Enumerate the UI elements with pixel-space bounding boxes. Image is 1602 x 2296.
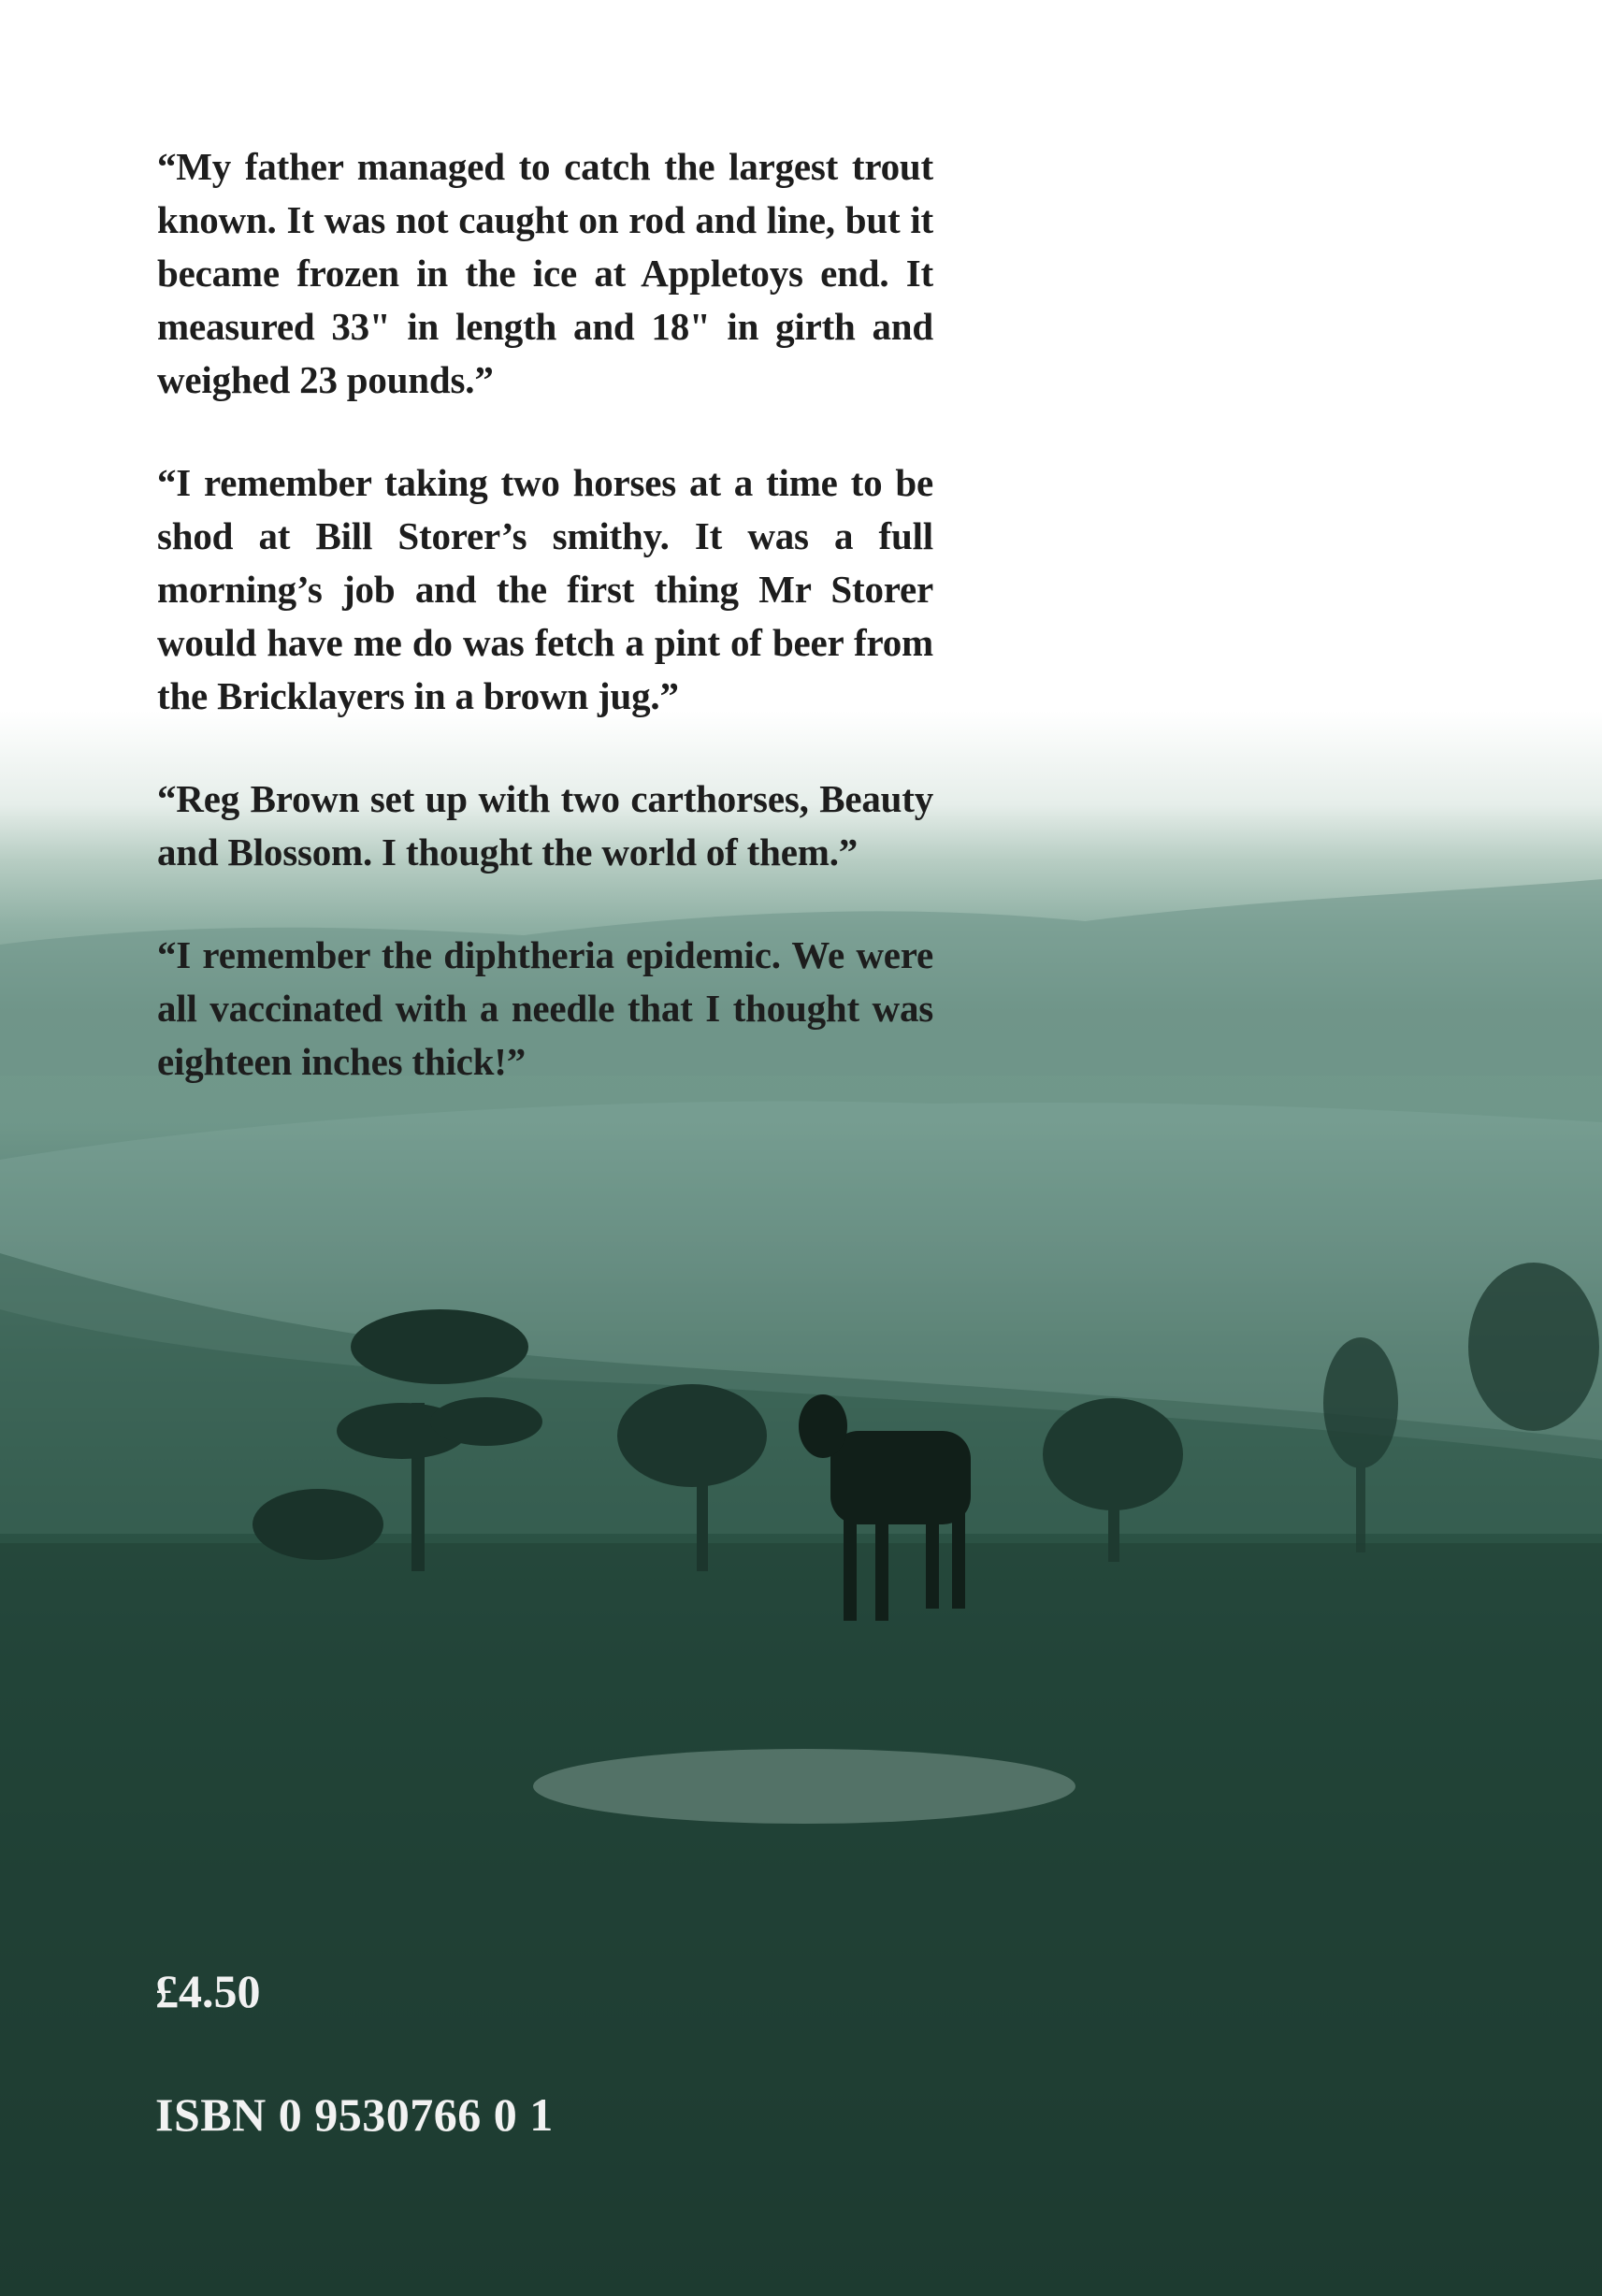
quote-diphtheria: “I remember the diphtheria epidemic. We were all vaccinated with a needle that I thought was eighteen inches thick!”	[157, 933, 933, 1083]
quote-trout: “My father managed to catch the largest trout known. It was not caught on rod and line, but it became frozen in the ice at Appletoys end. It measured 33" in length and 18" in girth and weighed 23 pounds.”	[157, 145, 933, 401]
quote-smithy: “I remember taking two horses at a time to be shod at Bill Storer’s smithy. It was a full morning’s job and the first thing Mr Storer would have me do was fetch a pint of beer from the Bricklayers in a brown jug.”	[157, 461, 933, 717]
field	[0, 1543, 1602, 2296]
tree-right	[1043, 1398, 1183, 1562]
quotes-block	[157, 140, 933, 1138]
isbn: ISBN 0 9530766 0 1	[155, 2088, 554, 2141]
price: £4.50	[155, 1965, 261, 2017]
frost-patch	[533, 1749, 1075, 1824]
quote-carthorses: “Reg Brown set up with two carthorses, Beauty and Blossom. I thought the world of them.”	[157, 777, 933, 874]
